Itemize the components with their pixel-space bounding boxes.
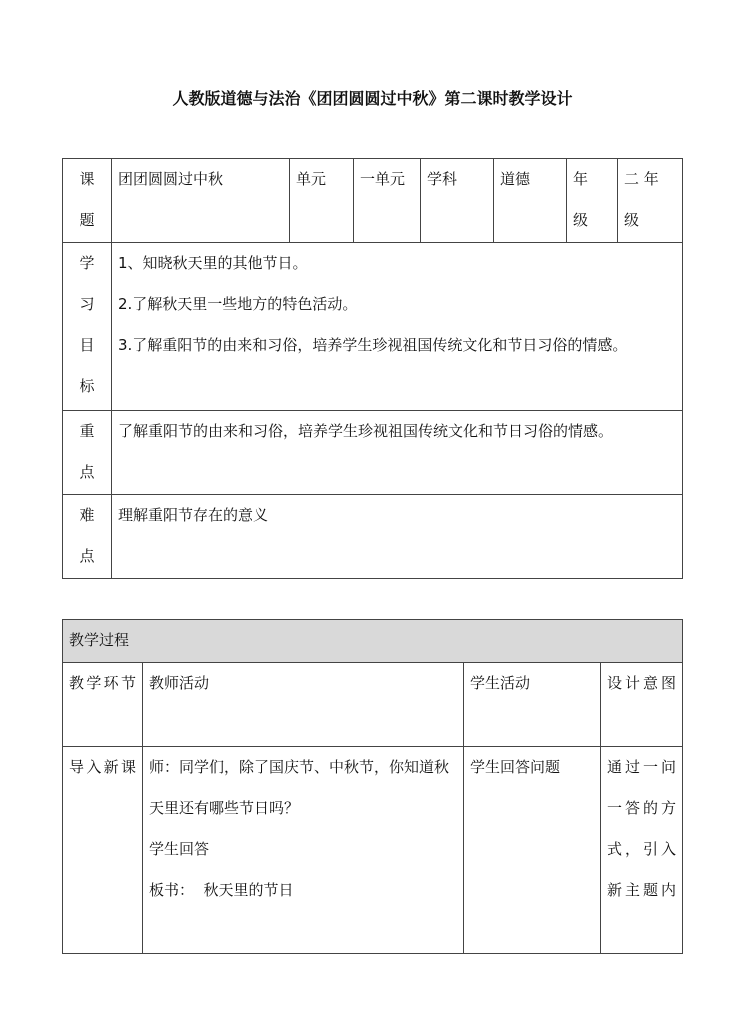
col-student-header: 学生活动	[464, 663, 601, 747]
key-points-row	[63, 411, 683, 495]
difficult-points-content: 理解重阳节存在的意义	[112, 495, 683, 579]
col-stage-header: 教学环节	[63, 663, 143, 747]
teacher-activity-line: 学生回答	[149, 840, 210, 858]
stage-cell: 导入新课	[63, 747, 143, 954]
unit-label: 单元	[290, 159, 354, 243]
subject-value: 道德	[494, 159, 567, 243]
design-intent-cell: 通过一问一答的方式，引入新主题内	[601, 747, 683, 954]
key-points-content: 了解重阳节的由来和习俗，培养学生珍视祖国传统文化和节日习俗的情感。	[112, 411, 683, 495]
course-label: 课 题	[63, 159, 112, 243]
process-row	[63, 747, 683, 954]
course-value: 团团圆圆过中秋	[112, 159, 290, 243]
lesson-info-table	[62, 158, 683, 579]
objective-item: 1、知晓秋天里的其他节日。	[118, 254, 308, 272]
process-columns-row	[63, 663, 683, 747]
teaching-process-table	[62, 619, 683, 954]
key-points-label: 重 点	[63, 411, 112, 495]
col-teacher-header: 教师活动	[143, 663, 464, 747]
teacher-activity-cell	[143, 747, 464, 954]
unit-value: 一单元	[354, 159, 421, 243]
objective-item: 2.了解秋天里一些地方的特色活动。	[118, 295, 358, 313]
grade-label: 年 级	[567, 159, 618, 243]
subject-label: 学科	[421, 159, 494, 243]
process-header-row	[63, 620, 683, 663]
objectives-content	[112, 243, 683, 411]
difficult-points-row	[63, 495, 683, 579]
objectives-label: 学 习 目 标	[63, 243, 112, 411]
grade-value: 二 年 级	[618, 159, 683, 243]
difficult-points-label: 难 点	[63, 495, 112, 579]
process-header: 教学过程	[63, 620, 683, 663]
teacher-activity-line: 板书： 秋天里的节日	[149, 881, 294, 899]
student-activity-cell: 学生回答问题	[464, 747, 601, 954]
col-design-header: 设计意图	[601, 663, 683, 747]
info-row	[63, 159, 683, 243]
teacher-activity-line: 师：同学们，除了国庆节、中秋节，你知道秋天里还有哪些节日吗？	[149, 758, 450, 817]
objective-item: 3.了解重阳节的由来和习俗，培养学生珍视祖国传统文化和节日习俗的情感。	[118, 336, 628, 354]
document-title: 人教版道德与法治《团团圆圆过中秋》第二课时教学设计	[172, 89, 573, 108]
objectives-row	[63, 243, 683, 411]
